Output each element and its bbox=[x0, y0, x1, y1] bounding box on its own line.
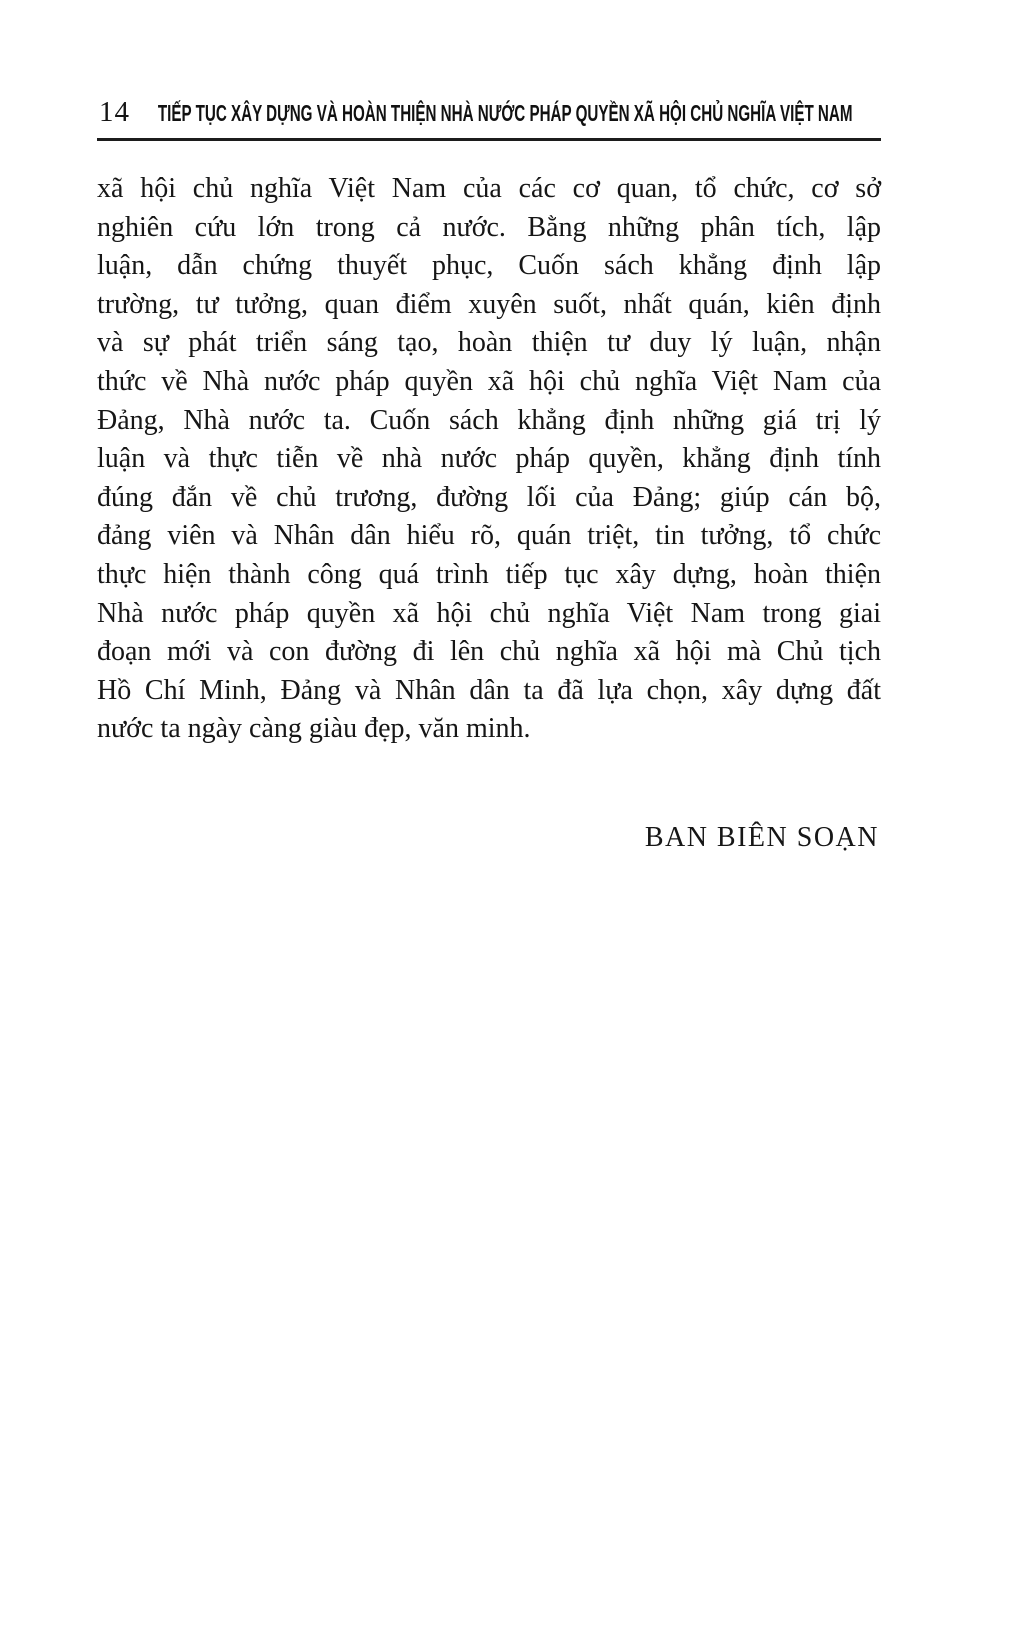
paragraph-line: trường, tư tưởng, quan điểm xuyên suốt, nhất quán, kiên định bbox=[97, 288, 881, 320]
paragraph-line: đoạn mới và con đường đi lên chủ nghĩa xã hội mà Chủ tịch bbox=[97, 636, 881, 668]
paragraph-line: thực hiện thành công quá trình tiếp tục xây dựng, hoàn thiện bbox=[97, 558, 881, 590]
paragraph-line: đảng viên và Nhân dân hiểu rõ, quán triệt, tin tưởng, tổ chức bbox=[97, 520, 881, 552]
paragraph-line: nghiên cứu lớn trong cả nước. Bằng những phân tích, lập bbox=[97, 211, 881, 243]
paragraph-line: luận, dẫn chứng thuyết phục, Cuốn sách khẳng định lập bbox=[97, 250, 881, 282]
running-header-title: TIẾP TỤC XÂY DỰNG VÀ HOÀN THIỆN NHÀ NƯỚC PHÁP QUYỀN XÃ HỘI CHỦ NGHĨA VIỆT NAM bbox=[158, 100, 853, 126]
paragraph-line: Nhà nước pháp quyền xã hội chủ nghĩa Việt Nam trong giai bbox=[97, 597, 881, 629]
body-paragraph bbox=[97, 170, 881, 749]
paragraph-line: xã hội chủ nghĩa Việt Nam của các cơ quan, tổ chức, cơ sở bbox=[97, 173, 881, 204]
paragraph-line: luận và thực tiễn về nhà nước pháp quyền, khẳng định tính bbox=[97, 443, 881, 475]
running-title-wrap bbox=[130, 100, 881, 127]
paragraph-line: Đảng, Nhà nước ta. Cuốn sách khẳng định những giá trị lý bbox=[97, 404, 881, 436]
page-number: 14 bbox=[99, 96, 130, 128]
paragraph-line: thức về Nhà nước pháp quyền xã hội chủ nghĩa Việt Nam của bbox=[97, 365, 881, 397]
editorial-board-signature: BAN BIÊN SOẠN bbox=[644, 821, 879, 853]
page-content bbox=[97, 96, 881, 854]
paragraph-line: Hồ Chí Minh, Đảng và Nhân dân ta đã lựa chọn, xây dựng đất bbox=[97, 674, 881, 706]
paragraph-line: đúng đắn về chủ trương, đường lối của Đảng; giúp cán bộ, bbox=[97, 481, 881, 513]
paragraph-line: nước ta ngày càng giàu đẹp, văn minh. bbox=[97, 713, 531, 745]
paragraph-line: và sự phát triển sáng tạo, hoàn thiện tư duy lý luận, nhận bbox=[97, 327, 881, 359]
page-header bbox=[97, 96, 881, 141]
